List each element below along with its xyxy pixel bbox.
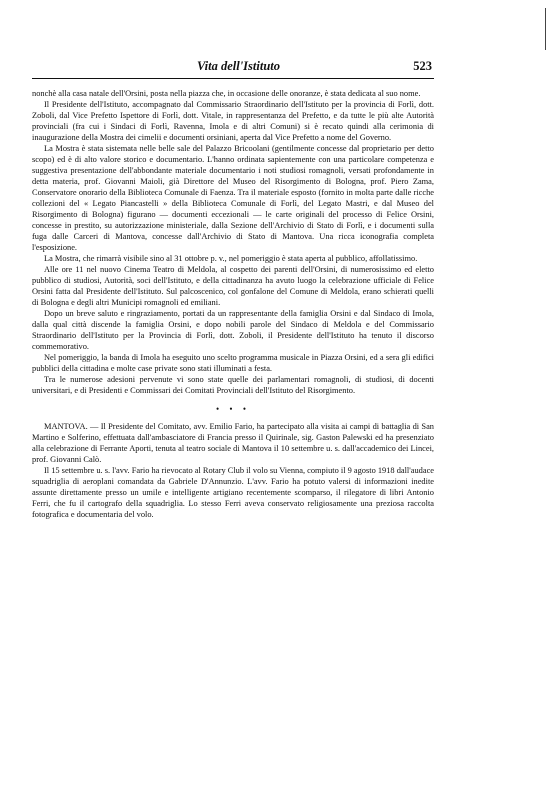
- paragraph-exhibition: La Mostra è stata sistemata nelle belle sale del Palazzo Bricoolani (gentilmente concesse dal proprietario per detto scopo) ed è di alto valore storico e documentario. L'hanno ordinata sapientemente con una particolare competenza e suggestiva presentazione dell'abbondante materiale documentario i noti studiosi romagnoli, versati profondamente in detta materia, prof. Giovanni Maioli, già Direttore del Museo del Risorgimento di Bologna, prof. Piero Zama, Conservatore onorario della Biblioteca Comunale di Faenza. Tra il materiale esposto (fornito in molta parte dalle ricche collezioni del « Legato Piancastelli » della Biblioteca Comunale di Forlì, del Legato Mastri, e dal Museo del Risorgimento di Bologna) figurano — documenti eccezionali — le carte originali del processo di Felice Orsini, concesse in prestito, su autorizzazione ministeriale, dalla Sezione dell'Archivio di Stato di Forlì, e i documenti sulla fuga dalle Carceri di Mantova, concesse dall'Archivio di Stato di Mantova. Una ricca iconografia completa l'esposizione.: [32, 144, 434, 252]
- paragraph-speeches: Dopo un breve saluto e ringraziamento, portati da un rappresentante della famiglia Orsini e dal Sindaco di Imola, dalla qual città discende la famiglia Orsini, e dopo nobili parole del Sindaco di Meldola e del Commissario Straordinario dell'Istituto per la Provincia di Forlì, dott. Zoboli, il Presidente dell'Istituto ha tenuto il discorso commemorativo.: [32, 309, 434, 351]
- scan-edge-mark: [545, 8, 546, 50]
- document-page: [32, 58, 434, 520]
- running-title: Vita dell'Istituto: [197, 59, 281, 73]
- paragraph-president-visit: Il Presidente dell'Istituto, accompagnato dal Commissario Straordinario dell'Istituto per la provincia di Forlì, dott. Zoboli, dal Vice Prefetto Ispettore di Forlì, dott. Vitale, in rappresentanza del Prefetto, e da tutte le più alte Autorità provinciali (fra cui i Sindaci di Forlì, Ravenna, Imola e di altri Comuni) si è recato quindi alla cerimonia di inaugurazione della Mostra dei cimelii e documenti orsiniani, aperta dal Vice Prefetto a nome del Governo.: [32, 100, 434, 142]
- running-header: [32, 58, 434, 79]
- paragraph-evening: Nel pomeriggio, la banda di Imola ha eseguito uno scelto programma musicale in Piazza Orsini, ed a sera gli edifici pubblici della cittadina e molte case private sono stati illuminati a festa.: [32, 353, 434, 373]
- paragraph-adhesions: Tra le numerose adesioni pervenute vi sono state quelle dei parlamentari romagnoli, di studiosi, di docenti universitari, e di Presidenti e Commissari dei Comitati Provinciali dell'Istituto del Risorgimento.: [32, 375, 434, 395]
- section-separator: • • •: [216, 404, 250, 414]
- paragraph-continuation: nonchè alla casa natale dell'Orsini, posta nella piazza che, in occasione delle onoranze, è stata dedicata al suo nome.: [32, 89, 421, 98]
- paragraph-mantova: MANTOVA. — Il Presidente del Comitato, avv. Emilio Fario, ha partecipato alla visita ai campi di battaglia di San Martino e Solferino, effettuata dall'ambasciatore di Francia presso il Quirinale, sig. Gaston Palewski ed ha presenziato alla celebrazione di Ferrante Aporti, tenuta al teatro sociale di Mantova il 10 settembre u. s. dall'accademico dei Lincei, prof. Giovanni Calò.: [32, 422, 434, 464]
- body-text: [32, 88, 434, 520]
- paragraph-exhibition-opening: La Mostra, che rimarrà visibile sino al 31 ottobre p. v., nel pomeriggio è stata aperta al pubblico, affollatissimo.: [44, 254, 418, 263]
- paragraph-rotary-club: Il 15 settembre u. s. l'avv. Fario ha rievocato al Rotary Club il volo su Vienna, compiuto il 9 agosto 1918 dall'audace squadriglia di aeroplani comandata da Gabriele D'Annunzio. L'avv. Fario ha potuto valersi di informazioni inedite assunte direttamente presso un umile e intelligente artigiano recentemente scomparso, il rilegatore di libri Antonio Ferri, che fu il cartografo della squadriglia. Lo stesso Ferri aveva conservato religiosamente una preziosa raccolta fotografica e documentaria del volo.: [32, 466, 435, 519]
- paragraph-celebration: Alle ore 11 nel nuovo Cinema Teatro di Meldola, al cospetto dei parenti dell'Orsini, di numerosissimo ed eletto pubblico di studiosi, Autorità, soci dell'Istituto, e della cittadinanza ha avuto luogo la celebrazione ufficiale di Felice Orsini fatta dal Presidente dell'Istituto. Sul palcoscenico, col gonfalone del Comune di Meldola, erano schierati quelli di Bologna e degli altri Municipi romagnoli ed emiliani.: [32, 265, 434, 307]
- page-number: 523: [413, 59, 432, 73]
